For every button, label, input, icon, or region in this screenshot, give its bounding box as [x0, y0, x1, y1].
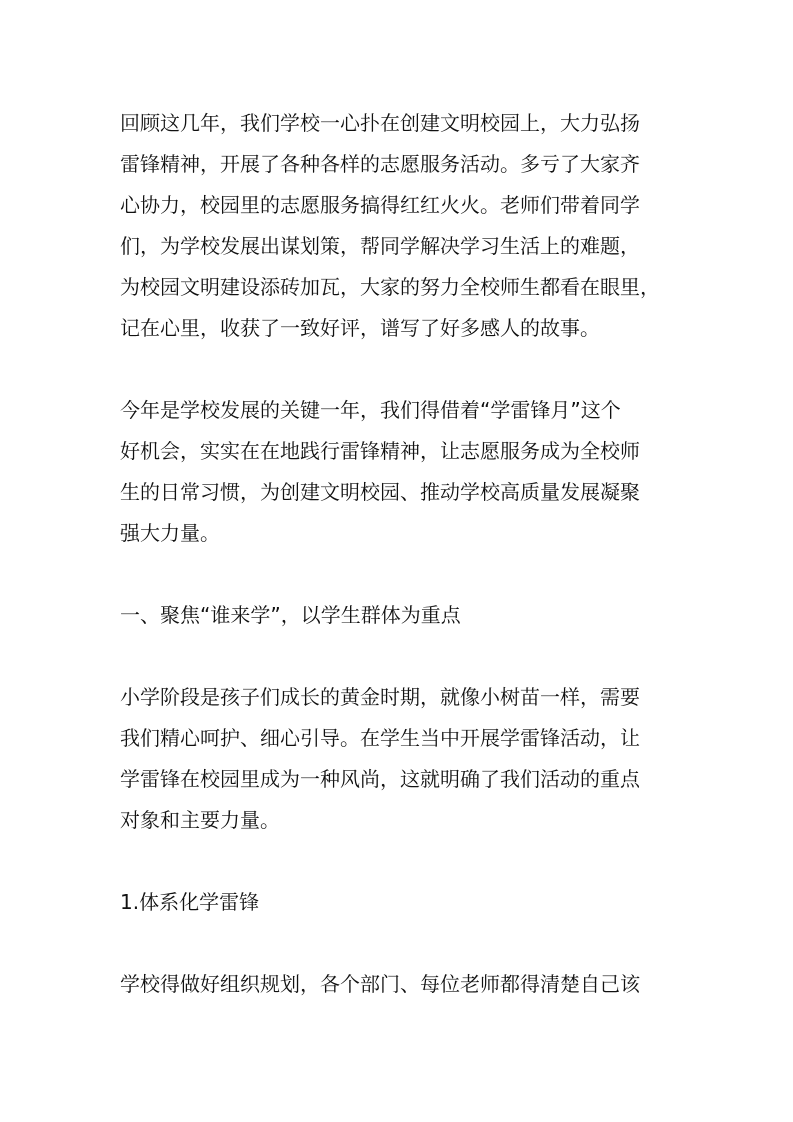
document-body — [120, 103, 680, 1005]
section-heading-1: 一、聚焦“谁来学”，以学生群体为重点 — [120, 603, 461, 627]
paragraph-this-year: 今年是学校发展的关键一年，我们得借着“学雷锋月”这个 好机会，实实在在地践行雷锋精神，让志愿服务成为全校师 生的日常习惯，为创建文明校园、推动学校高质量发展凝聚 强大力量。 — [120, 398, 640, 545]
subsection-heading-1-1: 1.体系化学雷锋 — [120, 890, 260, 914]
paragraph-review: 回顾这几年，我们学校一心扑在创建文明校园上，大力弘扬 雷锋精神，开展了各种各样的志愿服务活动。多亏了大家齐 心协力，校园里的志愿服务搞得红红火火。老师们带着同学 们，为学校发展出谋划策，帮同学解决学习生活上的难题， 为校园文明建设添砖加瓦，大家的努力全校师生都看在眼里， 记在心里，收获了一致好评，谱写了好多感人的故事。 — [120, 111, 660, 340]
paragraph-organization: 学校得做好组织规划，各个部门、每位老师都得清楚自己该 — [120, 972, 640, 996]
paragraph-primary-school: 小学阶段是孩子们成长的黄金时期，就像小树苗一样，需要 我们精心呵护、细心引导。在学生当中开展学雷锋活动，让 学雷锋在校园里成为一种风尚，这就明确了我们活动的重点 对象和主要力量。 — [120, 685, 640, 832]
